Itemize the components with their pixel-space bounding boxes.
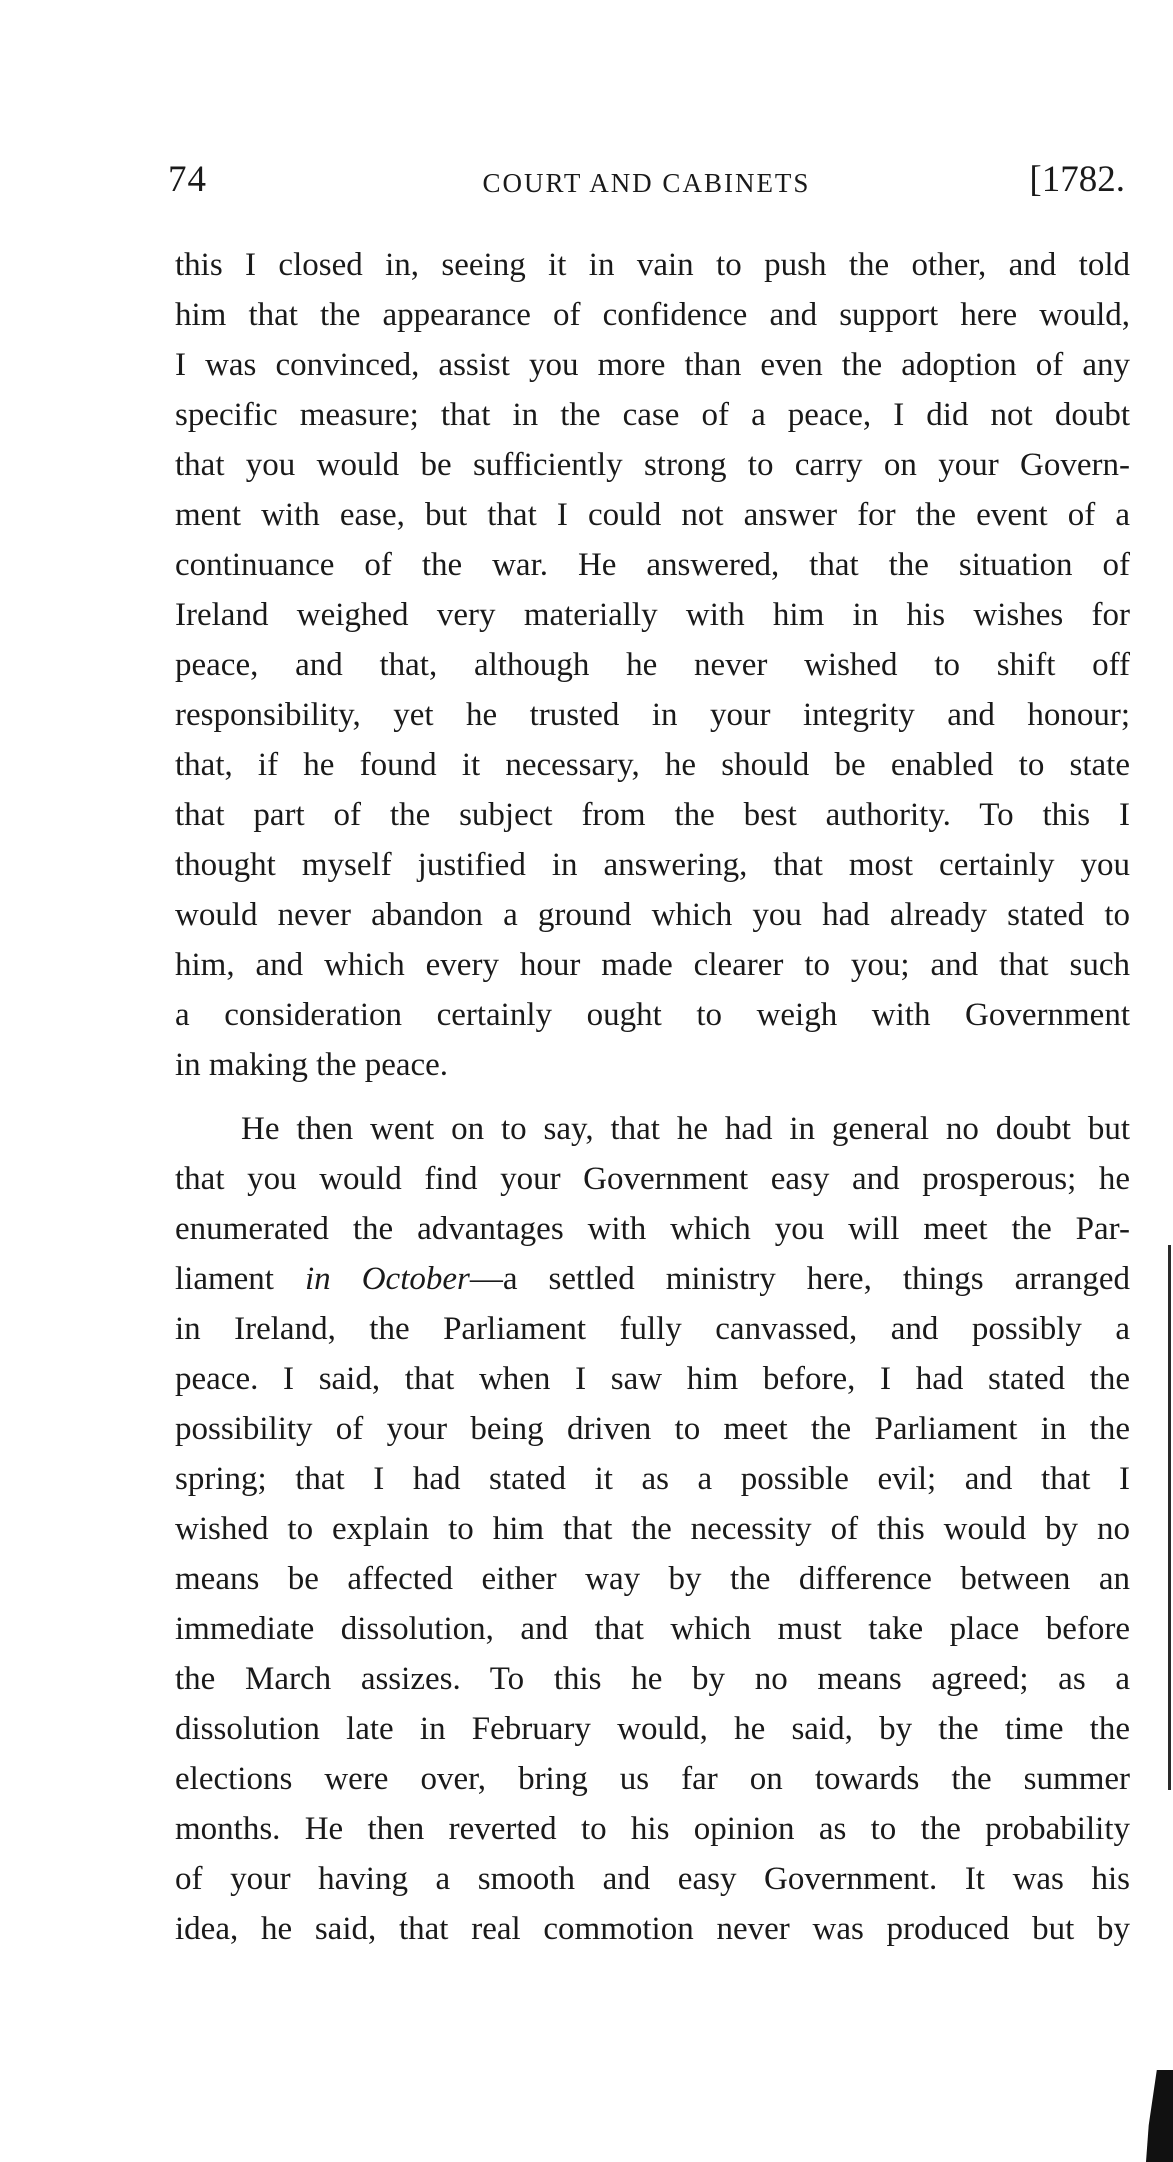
text-line: that you would find your Government easy and prosperous; he (175, 1161, 1130, 1197)
text-line: means be affected either way by the difference between an (175, 1561, 1130, 1597)
text-line: of your having a smooth and easy Government. It was his (175, 1861, 1130, 1897)
text-line: in making the peace. (175, 1047, 449, 1083)
paragraph-gap (175, 1090, 1130, 1104)
text-line: that you would be sufficiently strong to carry on your Govern- (175, 447, 1130, 483)
page-header (168, 158, 1125, 208)
text-line: elections were over, bring us far on towards the summer (175, 1761, 1130, 1797)
text-line: immediate dissolution, and that which must take place before (175, 1611, 1130, 1647)
text-line: spring; that I had stated it as a possible evil; and that I (175, 1461, 1130, 1497)
paragraph-2-lines-a (175, 1154, 1130, 1254)
text-line: peace. I said, that when I saw him before, I had stated the (175, 1361, 1130, 1397)
text-line: peace, and that, although he never wished to shift off (175, 647, 1130, 683)
text-line: would never abandon a ground which you had already stated to (175, 897, 1130, 933)
text-line: Ireland weighed very materially with him in his wishes for (175, 597, 1130, 633)
text-line: responsibility, yet he trusted in your integrity and honour; (175, 697, 1130, 733)
text-line: him that the appearance of confidence and support here would, (175, 297, 1130, 333)
paragraph-1 (175, 240, 1130, 1090)
page-edge-mark (1146, 2070, 1173, 2162)
text-line-italic (175, 1254, 1130, 1304)
text-line: idea, he said, that real commotion never was produced but by (175, 1911, 1130, 1947)
text-line: thought myself justified in answering, that most certainly you (175, 847, 1130, 883)
paragraph-2 (175, 1104, 1130, 1954)
page-number: 74 (168, 159, 207, 200)
text-line: specific measure; that in the case of a peace, I did not doubt (175, 397, 1130, 433)
text-line: that part of the subject from the best authority. To this I (175, 797, 1130, 833)
text-line: wished to explain to him that the necessity of this would by no (175, 1511, 1130, 1547)
text-line: ment with ease, but that I could not answer for the event of a (175, 497, 1130, 533)
text-line: this I closed in, seeing it in vain to push the other, and told (175, 247, 1130, 283)
text-line: He then went on to say, that he had in general no doubt but (241, 1111, 1130, 1147)
text-line: a consideration certainly ought to weigh with Government (175, 997, 1130, 1033)
text-line: in Ireland, the Parliament fully canvassed, and possibly a (175, 1311, 1130, 1347)
paragraph-2-lines-b (175, 1304, 1130, 1954)
text-line: him, and which every hour made clearer to you; and that such (175, 947, 1130, 983)
text-line: dissolution late in February would, he said, by the time the (175, 1711, 1130, 1747)
page-edge-rule (1168, 1245, 1171, 1790)
text-line: months. He then reverted to his opinion as to the probability (175, 1811, 1130, 1847)
running-title: COURT AND CABINETS (482, 168, 811, 198)
text-line: possibility of your being driven to meet the Parliament in the (175, 1411, 1130, 1447)
text-line: continuance of the war. He answered, that the situation of (175, 547, 1130, 583)
text-line: I was convinced, assist you more than even the adoption of any (175, 347, 1130, 383)
text-run: —a settled ministry here, things arranged (469, 1261, 1131, 1297)
text-line: the March assizes. To this he by no means agreed; as a (175, 1661, 1130, 1697)
italic-run: in October (305, 1261, 470, 1297)
year-marker: [1782. (1029, 159, 1125, 200)
text-line: enumerated the advantages with which you will meet the Par- (175, 1211, 1130, 1247)
text-line: that, if he found it necessary, he should be enabled to state (175, 747, 1130, 783)
text-run: liament (175, 1261, 306, 1297)
body-text (175, 240, 1130, 1954)
